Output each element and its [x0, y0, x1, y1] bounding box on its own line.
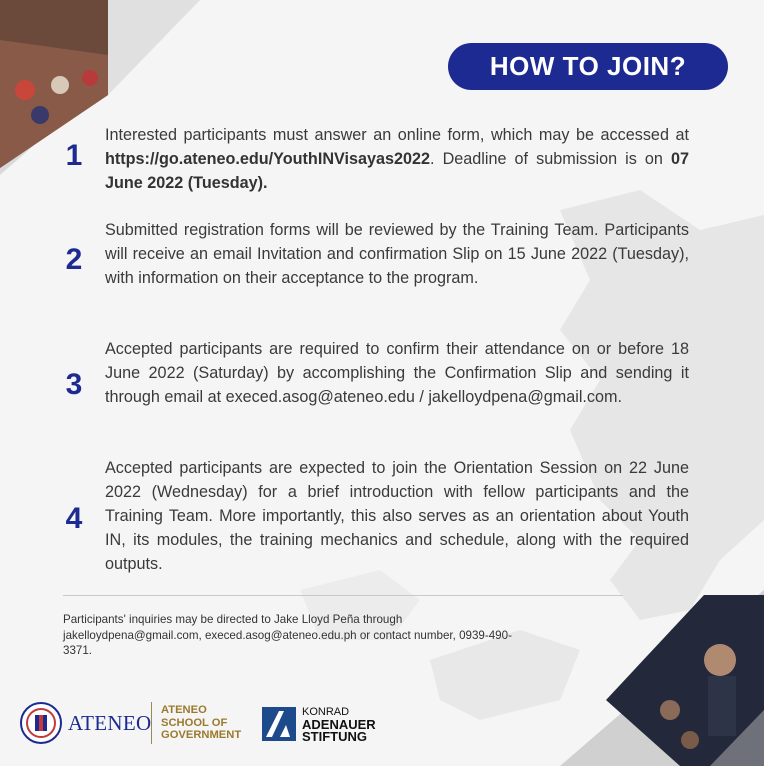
bottom-right-photo: [560, 590, 764, 766]
kas-wordmark: KONRAD ADENAUER STIFTUNG: [302, 706, 376, 744]
logo-row: [20, 700, 440, 748]
how-to-join-title: HOW TO JOIN?: [489, 51, 687, 81]
step-4-number: 4: [65, 502, 83, 535]
divider: [63, 595, 623, 596]
step-3-text: Accepted participants are required to confirm their attendance on or before 18 June 2022 (Saturday) by accomplishing the Confirmation Slip and sending it through email at execed.asog@ateneo.edu / jakelloydpena@gmail.com.: [105, 340, 689, 406]
deadline: 07 June 2022 (Tuesday).: [105, 150, 689, 192]
kas-logo-icon: [262, 707, 296, 741]
ateneo-wordmark: ATENEO: [68, 711, 152, 735]
step-3-number: 3: [65, 368, 83, 401]
school-of-government-logo: ATENEO SCHOOL OF GOVERNMENT: [161, 704, 242, 741]
registration-link[interactable]: https://go.ateneo.edu/YouthINVisayas2022: [105, 150, 431, 168]
inquiry-note: Participants' inquiries may be directed to Jake Lloyd Peña through jakelloydpena@gmail.com, execed.asog@ateneo.edu.ph or contact number, 0939-490-3371.: [63, 613, 512, 657]
how-to-join-banner: [448, 43, 728, 90]
step-2-number: 2: [65, 243, 83, 276]
step-2-text: Submitted registration forms will be reviewed by the Training Team. Participants will receive an email Invitation and confirmation Slip on 15 June 2022 (Tuesday), with information on their acceptance to the program.: [105, 221, 689, 287]
step-1-number: 1: [65, 139, 83, 172]
logo-separator: [151, 702, 152, 744]
ateneo-seal-icon: [20, 702, 62, 744]
step-1-text: Interested participants must answer an online form, which may be accessed at https://go.ateneo.edu/YouthINVisayas2022. Deadline of submission is on 07 June 2022 (Tuesday).: [105, 126, 689, 192]
step-4-text: Accepted participants are expected to join the Orientation Session on 22 June 2022 (Wednesday) for a brief introduction with fellow participants and the Training Team. More importantly, this also serves as an orientation about Youth IN, its modules, the training mechanics and schedule, along with the required outputs.: [105, 459, 689, 573]
